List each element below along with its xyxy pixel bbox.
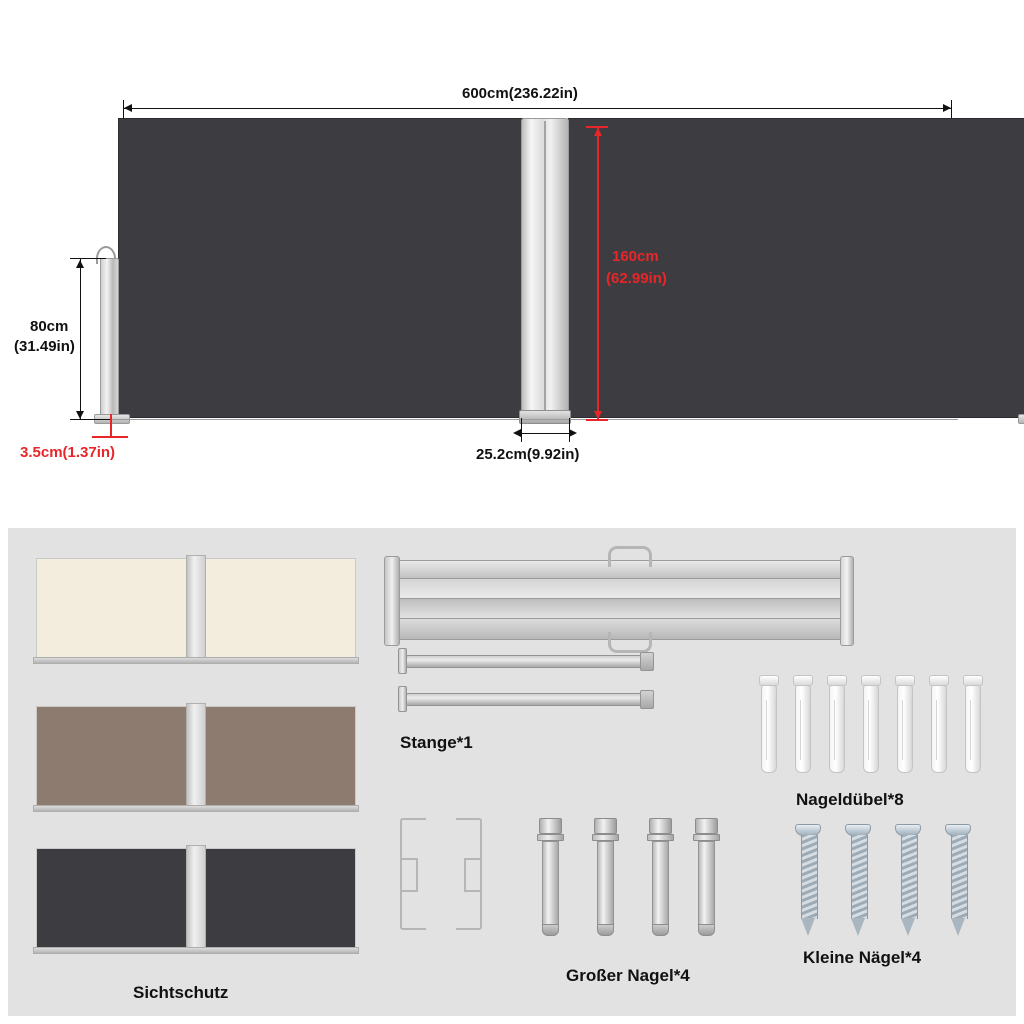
cassette-width-tick-left (521, 418, 522, 442)
fabric-panel-right (568, 118, 1024, 418)
fabric-panel-left (118, 118, 523, 418)
screw-3-body (901, 835, 918, 919)
cassette-width-arrow-left (513, 429, 521, 437)
cassette-bar-mid1 (396, 578, 852, 600)
wall-plug-6 (931, 685, 947, 773)
pole-1 (406, 655, 648, 668)
big-bolt-3-shaft (652, 841, 669, 929)
center-cassette (521, 118, 569, 418)
big-bolt-1-shaft (542, 841, 559, 929)
right-foot (1018, 414, 1024, 424)
label-grosser-nagel: Großer Nagel*4 (566, 966, 690, 985)
cassette-bar-mid2 (396, 598, 852, 620)
big-bolt-2-washer (592, 834, 619, 841)
swatch-half-right (206, 849, 355, 947)
width-arrow-right (943, 104, 951, 112)
main-height-arrow-up (594, 128, 602, 136)
big-bolt-1-tip (542, 924, 559, 936)
cassette-width-dimension-line (521, 433, 569, 434)
pole-1-tip (640, 652, 654, 671)
cassette-bar-end-cap-right (840, 556, 854, 646)
screw-4-tip (951, 918, 965, 936)
width-dimension-line (123, 108, 951, 109)
cassette-width-arrow-right (569, 429, 577, 437)
label-sichtschutz: Sichtschutz (133, 983, 229, 1002)
width-arrow-left (124, 104, 132, 112)
side-height-dimension-line (80, 258, 81, 419)
big-bolt-3-nut (649, 818, 672, 834)
cassette-width-label: 25.2cm(9.92in) (476, 446, 580, 463)
wall-plug-1 (761, 685, 777, 773)
side-height-tick-bottom (70, 419, 112, 420)
screw-4-body (951, 835, 968, 919)
width-label: 600cm(236.22in) (462, 85, 578, 102)
parts-list-panel (8, 528, 1016, 1016)
side-height-tick-top (70, 258, 106, 259)
wall-plug-2 (795, 685, 811, 773)
main-height-label: 160cm (612, 248, 659, 265)
big-bolt-2-nut (594, 818, 617, 834)
big-bolt-3-washer (647, 834, 674, 841)
side-height-label-inches: (31.49in) (14, 338, 75, 355)
main-height-arrow-down (594, 411, 602, 419)
main-height-label-inches: (62.99in) (606, 270, 667, 287)
swatch-half-left (37, 707, 186, 805)
big-bolt-4-nut (695, 818, 718, 834)
swatch-center-post (186, 845, 205, 953)
pole-2 (406, 693, 648, 706)
screw-3-tip (901, 918, 915, 936)
depth-tick (92, 436, 128, 438)
label-kleine-nagel: Kleine Nägel*4 (803, 948, 922, 967)
left-cassette (100, 258, 119, 418)
awning-illustration (100, 118, 948, 418)
label-nageldubel: Nageldübel*8 (796, 790, 904, 809)
fabric-swatch-taupe (36, 706, 356, 806)
big-bolt-2-tip (597, 924, 614, 936)
mount-bracket-1-notch (400, 858, 418, 892)
swatch-center-post (186, 555, 205, 663)
swatch-base-bar (33, 805, 359, 812)
swatch-half-left (37, 559, 186, 657)
side-height-label: 80cm (30, 318, 69, 335)
screw-2-tip (851, 918, 865, 936)
big-bolt-4-washer (693, 834, 720, 841)
swatch-half-right (206, 707, 355, 805)
swatch-half-left (37, 849, 186, 947)
wall-plug-3 (829, 685, 845, 773)
depth-label: 3.5cm(1.37in) (20, 444, 116, 461)
fabric-swatch-cream (36, 558, 356, 658)
ground-line (92, 419, 958, 420)
side-height-arrow-down (76, 411, 84, 419)
swatch-half-right (206, 559, 355, 657)
mount-bracket-2-notch (464, 858, 482, 892)
wall-plug-5 (897, 685, 913, 773)
screw-2-body (851, 835, 868, 919)
swatch-base-bar (33, 657, 359, 664)
big-bolt-4-tip (698, 924, 715, 936)
wall-plug-4 (863, 685, 879, 773)
big-bolt-4-shaft (698, 841, 715, 929)
cassette-handle-bottom (608, 632, 652, 653)
fabric-swatch-anthracite (36, 848, 356, 948)
screw-1-body (801, 835, 818, 919)
wall-plug-7 (965, 685, 981, 773)
depth-dimension-line (110, 414, 112, 438)
pole-2-tip (640, 690, 654, 709)
main-height-dimension-line (597, 126, 599, 419)
cassette-bar-end-cap-left (384, 556, 400, 646)
big-bolt-3-tip (652, 924, 669, 936)
big-bolt-1-nut (539, 818, 562, 834)
swatch-base-bar (33, 947, 359, 954)
big-bolt-2-shaft (597, 841, 614, 929)
swatch-center-post (186, 703, 205, 811)
screw-1-tip (801, 918, 815, 936)
cassette-handle-top (608, 546, 652, 567)
main-height-tick-bottom (586, 419, 608, 421)
label-stange: Stange*1 (400, 733, 473, 752)
center-cassette-base (519, 410, 571, 424)
big-bolt-1-washer (537, 834, 564, 841)
side-height-arrow-up (76, 260, 84, 268)
